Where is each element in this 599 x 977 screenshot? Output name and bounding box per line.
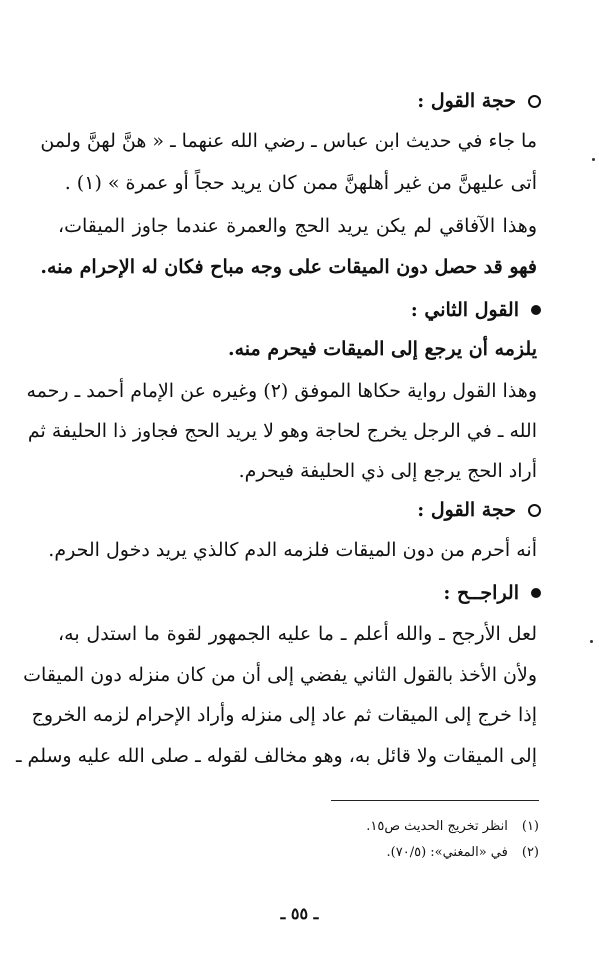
footnote-separator bbox=[331, 800, 539, 801]
second-opinion-heading bbox=[411, 295, 541, 325]
footnote-text: انظر تخريج الحديث ص١٥. bbox=[366, 819, 508, 834]
footnote-number: (١) bbox=[521, 819, 539, 834]
paragraph-line: فهو قد حصل دون الميقات على وجه مباح فكان له الإحرام منه. bbox=[40, 256, 537, 278]
filled-dot-bullet-icon bbox=[531, 305, 541, 315]
footnote-1 bbox=[366, 816, 539, 838]
paragraph-line: ولأن الأخذ بالقول الثاني يفضي إلى أن من كان منزله دون الميقات bbox=[23, 664, 537, 686]
footnote-2 bbox=[387, 842, 539, 864]
heading-text: القول الثاني : bbox=[410, 299, 519, 321]
paragraph-line: أتى عليهنَّ من غير أهلهنَّ ممن كان يريد حجاً أو عمرة » (١) . bbox=[64, 172, 537, 194]
paragraph-line: أنه أحرم من دون الميقات فلزمه الدم كالذي يريد دخول الحرم. bbox=[48, 539, 537, 561]
hollow-circle-bullet-icon bbox=[528, 95, 541, 108]
heading-text: الراجــح : bbox=[443, 582, 519, 604]
paragraph-line: يلزمه أن يرجع إلى الميقات فيحرم منه. bbox=[228, 338, 537, 360]
paragraph-line: ما جاء في حديث ابن عباس ـ رضي الله عنهما ـ « هنَّ لهنَّ ولمن bbox=[40, 130, 537, 152]
argument-heading-1 bbox=[417, 86, 541, 116]
scan-speck bbox=[590, 640, 593, 643]
paragraph-line: إلى الميقات ولا قائل به، وهو مخالف لقوله ـ صلى الله عليه وسلم ـ bbox=[15, 745, 537, 767]
footnote-number: (٢) bbox=[521, 845, 539, 860]
page-number: ـ ٥٥ ـ bbox=[280, 904, 319, 923]
heading-text: حجة القول : bbox=[417, 90, 516, 112]
paragraph-line: أراد الحج يرجع إلى ذي الحليفة فيحرم. bbox=[238, 460, 537, 482]
paragraph-line: وهذا القول رواية حكاها الموفق (٢) وغيره عن الإمام أحمد ـ رحمه bbox=[26, 380, 537, 402]
filled-dot-bullet-icon bbox=[531, 588, 541, 598]
heading-text: حجة القول : bbox=[417, 499, 516, 521]
paragraph-line: إذا خرج إلى الميقات ثم عاد إلى منزله وأراد الإحرام لزمه الخروج bbox=[31, 704, 537, 726]
paragraph-line: وهذا الآفاقي لم يكن يريد الحج والعمرة عندما جاوز الميقات، bbox=[58, 215, 537, 237]
preferred-opinion-heading bbox=[443, 578, 541, 608]
paragraph-line: الله ـ في الرجل يخرج لحاجة وهو لا يريد الحج فجاوز ذا الحليفة ثم bbox=[27, 420, 537, 442]
hollow-circle-bullet-icon bbox=[528, 504, 541, 517]
scan-speck bbox=[592, 158, 595, 161]
footnote-text: في «المغني»: (٧٠/٥). bbox=[386, 845, 508, 860]
argument-heading-2 bbox=[417, 495, 541, 525]
paragraph-line: لعل الأرجح ـ والله أعلم ـ ما عليه الجمهور لقوة ما استدل به، bbox=[58, 623, 537, 645]
